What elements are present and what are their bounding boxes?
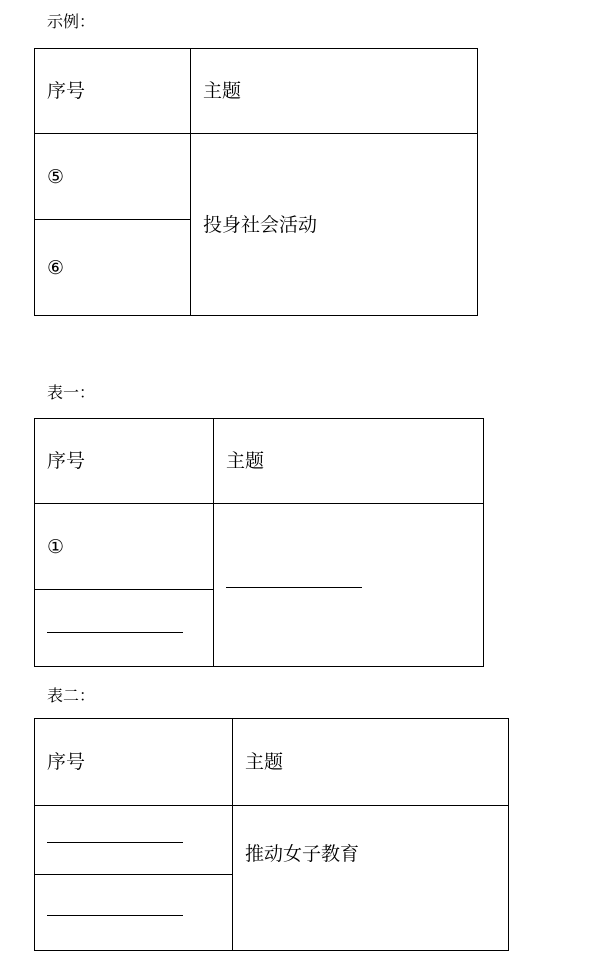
number-blank-cell — [35, 806, 233, 875]
header-number-cell: 序号 — [35, 419, 214, 504]
table-row — [35, 134, 478, 220]
number-blank-cell — [35, 875, 233, 951]
table-row — [35, 504, 484, 590]
table-row — [35, 49, 478, 134]
header-number-cell: 序号 — [35, 719, 233, 806]
header-theme-cell: 主题 — [233, 719, 509, 806]
table2 — [34, 718, 509, 951]
number-cell: ⑤ — [35, 134, 191, 220]
number-cell: ① — [35, 504, 214, 590]
example-caption: 示例： — [47, 12, 96, 31]
number-blank-cell — [35, 590, 214, 667]
table1-caption: 表一： — [47, 383, 96, 402]
header-number-cell: 序号 — [35, 49, 191, 134]
table1 — [34, 418, 484, 667]
fill-in-blank[interactable] — [226, 587, 362, 588]
theme-cell: 投身社会活动 — [191, 134, 478, 316]
table-row — [35, 806, 509, 875]
theme-cell: 推动女子教育 — [233, 806, 509, 951]
header-theme-cell: 主题 — [214, 419, 484, 504]
theme-blank-cell — [214, 504, 484, 667]
fill-in-blank[interactable] — [47, 842, 183, 843]
fill-in-blank[interactable] — [47, 632, 183, 633]
table-row — [35, 719, 509, 806]
fill-in-blank[interactable] — [47, 915, 183, 916]
table-row — [35, 419, 484, 504]
number-cell: ⑥ — [35, 220, 191, 316]
header-theme-cell: 主题 — [191, 49, 478, 134]
example-table — [34, 48, 478, 316]
table2-caption: 表二： — [47, 686, 96, 705]
